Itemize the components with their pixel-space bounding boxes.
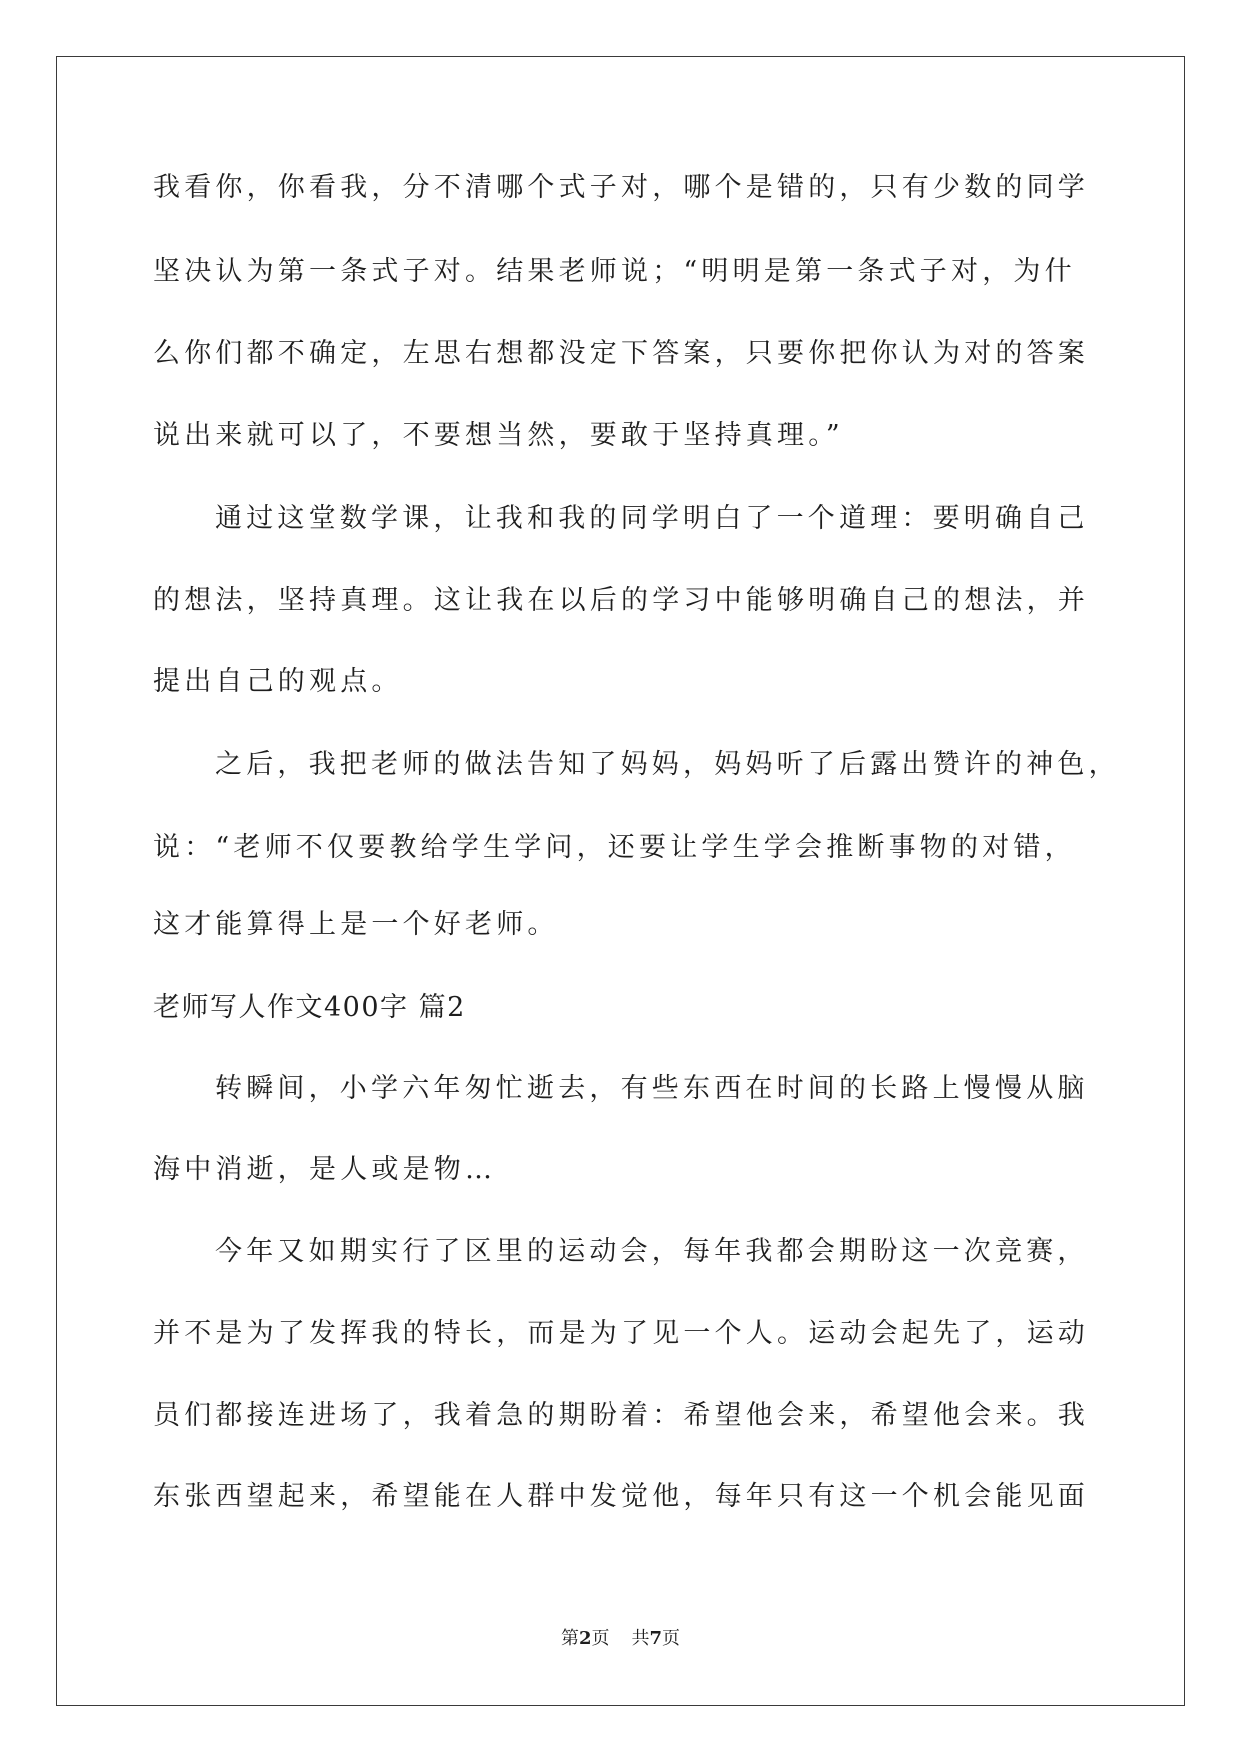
body-line: 提出自己的观点。 xyxy=(153,666,403,697)
page-footer xyxy=(0,1624,1241,1654)
body-line: 么你们都不确定，左思右想都没定下答案，只要你把你认为对的答案 xyxy=(153,338,1089,369)
body-line: 并不是为了发挥我的特长，而是为了见一个人。运动会起先了，运动 xyxy=(153,1318,1089,1349)
current-page-number: 2 xyxy=(578,1628,592,1649)
footer-total-suffix: 页 xyxy=(662,1628,681,1649)
body-line: 转瞬间，小学六年匆忙逝去，有些东西在时间的长路上慢慢从脑 xyxy=(215,1073,1089,1104)
footer-current-suffix: 页 xyxy=(591,1628,610,1649)
body-line: 的想法，坚持真理。这让我在以后的学习中能够明确自己的想法，并 xyxy=(153,585,1089,616)
body-line: 员们都接连进场了，我着急的期盼着：希望他会来，希望他会来。我 xyxy=(153,1400,1089,1431)
footer-current-prefix: 第 xyxy=(560,1628,579,1649)
body-line: 通过这堂数学课，让我和我的同学明白了一个道理：要明确自己 xyxy=(215,503,1089,534)
body-line: 之后，我把老师的做法告知了妈妈，妈妈听了后露出赞许的神色， xyxy=(215,749,1120,780)
body-line: 今年又如期实行了区里的运动会，每年我都会期盼这一次竞赛， xyxy=(215,1236,1089,1267)
body-line: 说出来就可以了，不要想当然，要敢于坚持真理。” xyxy=(153,420,844,451)
body-line: 海中消逝，是人或是物… xyxy=(153,1154,497,1185)
body-line: 坚决认为第一条式子对。结果老师说；“明明是第一条式子对，为什 xyxy=(153,256,1076,287)
section-heading: 老师写人作文400字 篇2 xyxy=(153,992,466,1023)
body-line: 这才能算得上是一个好老师。 xyxy=(153,909,559,940)
body-line: 说：“老师不仅要教给学生学问，还要让学生学会推断事物的对错， xyxy=(153,832,1076,863)
footer-total-prefix: 共 xyxy=(631,1628,650,1649)
body-line: 我看你，你看我，分不清哪个式子对，哪个是错的，只有少数的同学 xyxy=(153,172,1089,203)
page-border xyxy=(56,56,1185,1706)
total-pages-number: 7 xyxy=(649,1628,663,1649)
body-line: 东张西望起来，希望能在人群中发觉他，每年只有这一个机会能见面 xyxy=(153,1481,1089,1512)
